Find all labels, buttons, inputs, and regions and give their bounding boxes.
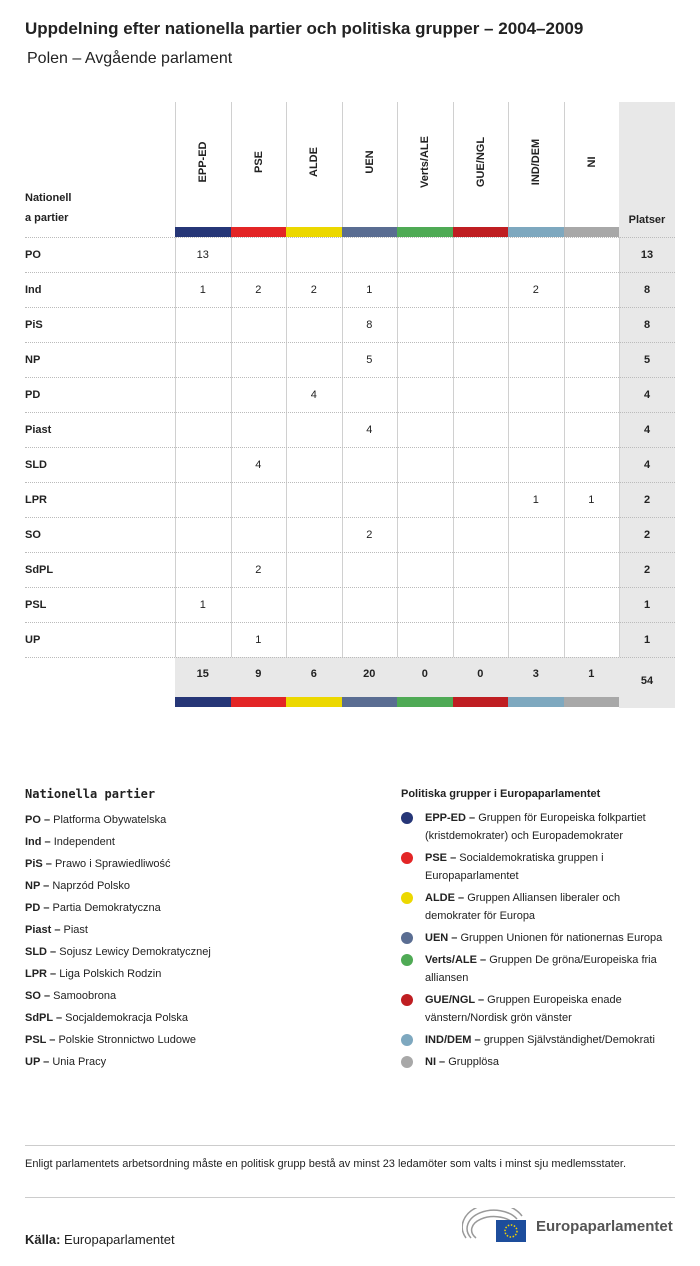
table-row [25, 482, 675, 517]
group-code: IND/DEM [530, 138, 543, 186]
group-color-bar-bottom [342, 697, 398, 707]
legend-text [425, 951, 671, 987]
group-color-dot [401, 954, 413, 966]
legend-abbr: PD – [25, 902, 50, 914]
row-total: 1 [643, 599, 651, 611]
header-line-2: a partier [25, 212, 69, 224]
party-code: SO [25, 529, 41, 541]
party-code: SdPL [25, 564, 54, 576]
row-total: 4 [643, 459, 651, 471]
legend-item [25, 1007, 211, 1029]
legend-abbr: SO – [25, 990, 51, 1002]
legend-name: gruppen Självständighet/Demokrati [483, 1034, 655, 1046]
seat-count: 1 [199, 599, 206, 611]
group-code: GUE/NGL [474, 136, 487, 188]
seats-header: Platser [628, 214, 666, 226]
table-row [25, 272, 675, 307]
seat-count: 2 [532, 284, 539, 296]
group-color-bar [508, 227, 564, 237]
legend-item [25, 941, 211, 963]
row-total: 4 [643, 389, 651, 401]
seat-count: 1 [588, 494, 595, 506]
seat-count: 4 [310, 389, 317, 401]
group-total: 15 [196, 668, 209, 680]
legend-item [25, 809, 211, 831]
legend-name: Gruppen Alliansen liberaler och demokrater för Europa [425, 892, 621, 922]
legend-name: Gruppen Unionen för nationernas Europa [460, 932, 663, 944]
source-label: Källa: [25, 1232, 61, 1247]
legend-name: Gruppen för Europeiska folkpartiet (kristdemokrater) och Europademokrater [425, 812, 646, 842]
group-color-dot [401, 1034, 413, 1046]
seat-count: 8 [366, 319, 373, 331]
row-total: 2 [643, 494, 651, 506]
legend-item [401, 951, 671, 987]
party-code: PO [25, 249, 41, 261]
group-color-bar [453, 227, 509, 237]
group-column-header [342, 102, 398, 237]
page-title: Uppdelning efter nationella partier och politiska grupper – 2004–2009 [25, 19, 584, 38]
group-color-bar [564, 227, 620, 237]
seat-count: 1 [366, 284, 373, 296]
table-row [25, 447, 675, 482]
legend-name: Gruppen De gröna/Europeiska fria alliansen [425, 954, 657, 984]
seat-count: 4 [366, 424, 373, 436]
group-legend-title: Politiska grupper i Europaparlamentet [401, 788, 601, 800]
seat-count: 1 [255, 634, 262, 646]
party-code: Piast [25, 424, 52, 436]
party-code: PSL [25, 599, 47, 611]
legend-text [425, 809, 671, 845]
legend-abbr: Ind – [25, 836, 51, 848]
legend-name: Socialdemokratiska gruppen i Europaparlamentet [425, 852, 604, 882]
page-subtitle: Polen – Avgående parlament [27, 50, 233, 67]
group-total: 0 [477, 668, 484, 680]
legend-text [425, 1031, 655, 1049]
footnote: Enligt parlamentets arbetsordning måste en politisk grupp bestå av minst 23 ledamöter som valts i minst sju medlemsstater. [25, 1145, 675, 1198]
legend-name: Socjaldemokracja Polska [65, 1012, 189, 1024]
table-row [25, 517, 675, 552]
group-color-bar-bottom [286, 697, 342, 707]
group-color-dot [401, 852, 413, 864]
legend-name: Naprzód Polsko [52, 880, 130, 892]
legend-item [401, 889, 671, 925]
legend-item [401, 991, 671, 1027]
party-code: Ind [25, 284, 42, 296]
group-color-bar-bottom [231, 697, 287, 707]
group-color-dot [401, 812, 413, 824]
table-row [25, 307, 675, 342]
seat-count: 5 [366, 354, 373, 366]
party-code: NP [25, 354, 41, 366]
group-column-header [453, 102, 509, 237]
legend-name: Partia Demokratyczna [52, 902, 161, 914]
header-line-1: Nationell [25, 192, 72, 204]
legend-text [425, 1053, 499, 1071]
seat-count: 1 [532, 494, 539, 506]
logo-text: Europaparlamentet [536, 1217, 673, 1235]
legend-abbr: PSL – [25, 1034, 56, 1046]
group-color-bar [231, 227, 287, 237]
row-total: 8 [643, 284, 651, 296]
legend-text [425, 929, 662, 947]
row-total: 8 [643, 319, 651, 331]
legend-item [25, 963, 211, 985]
table-row [25, 377, 675, 412]
group-code: Verts/ALE [419, 136, 432, 188]
group-column-header [231, 102, 287, 237]
legend-abbr: ALDE – [425, 892, 465, 904]
group-color-dot [401, 892, 413, 904]
table-row [25, 412, 675, 447]
legend-abbr: UEN – [425, 932, 458, 944]
grand-total: 54 [640, 675, 654, 687]
party-code: PiS [25, 319, 43, 331]
group-color-bar [342, 227, 398, 237]
group-color-bar-bottom [564, 697, 620, 707]
row-total: 1 [643, 634, 651, 646]
party-code: UP [25, 634, 41, 646]
legend-abbr: EPP-ED – [425, 812, 476, 824]
totals-divider [25, 657, 675, 658]
group-code: ALDE [308, 147, 321, 177]
legend-item [25, 853, 211, 875]
legend-name: Independent [53, 836, 115, 848]
group-color-dot [401, 932, 413, 944]
group-color-bar-bottom [508, 697, 564, 707]
group-color-dot [401, 994, 413, 1006]
legend-abbr: Verts/ALE – [425, 954, 487, 966]
legend-text [425, 849, 671, 885]
national-legend [25, 783, 211, 1073]
group-column-header [175, 102, 231, 237]
table-row [25, 622, 675, 657]
legend-abbr: IND/DEM – [425, 1034, 481, 1046]
party-code: SLD [25, 459, 47, 471]
legend-name: Samoobrona [53, 990, 117, 1002]
legend-abbr: UP – [25, 1056, 50, 1068]
row-total: 13 [640, 249, 654, 261]
ep-logo [462, 1208, 673, 1244]
seat-count: 13 [196, 249, 209, 261]
group-color-bar-bottom [175, 697, 231, 707]
party-code: PD [25, 389, 41, 401]
party-code: LPR [25, 494, 47, 506]
legend-name: Polskie Stronnictwo Ludowe [58, 1034, 197, 1046]
legend-text [425, 889, 671, 925]
legend-abbr: PSE – [425, 852, 457, 864]
legend-name: Piast [63, 924, 88, 936]
group-color-dot [401, 1056, 413, 1068]
legend-name: Gruppen Europeiska enade vänstern/Nordisk grön vänster [425, 994, 622, 1024]
legend-item [25, 919, 211, 941]
group-color-bar-bottom [453, 697, 509, 707]
group-color-bar [397, 227, 453, 237]
legend-abbr: SLD – [25, 946, 57, 958]
legend-abbr: Piast – [25, 924, 61, 936]
legend-item [25, 985, 211, 1007]
seat-count: 1 [199, 284, 206, 296]
legend-item [401, 1031, 671, 1049]
legend-item [401, 809, 671, 845]
legend-name: Liga Polskich Rodzin [59, 968, 162, 980]
legend-item [25, 831, 211, 853]
group-color-bar-bottom [397, 697, 453, 707]
legend-abbr: GUE/NGL – [425, 994, 485, 1006]
legend-item [401, 849, 671, 885]
legend-name: Unia Pracy [52, 1056, 107, 1068]
legend-abbr: LPR – [25, 968, 57, 980]
legend-abbr: NI – [425, 1056, 446, 1068]
table-row [25, 342, 675, 377]
group-code: UEN [363, 150, 376, 174]
legend-item [401, 929, 671, 947]
group-column-header [564, 102, 620, 237]
source-name: Europaparlamentet [64, 1232, 175, 1247]
legend-text [425, 991, 671, 1027]
group-total: 20 [363, 668, 376, 680]
legend-item [25, 897, 211, 919]
national-legend-title: Nationella partier [25, 787, 156, 801]
seat-count: 2 [255, 284, 262, 296]
legend-abbr: NP – [25, 880, 50, 892]
group-code: PSE [252, 150, 265, 174]
legend-item [25, 875, 211, 897]
seat-count: 4 [255, 459, 262, 471]
legend-name: Platforma Obywatelska [53, 814, 167, 826]
hemicycle-flag-icon [462, 1208, 530, 1244]
group-column-header [286, 102, 342, 237]
group-column-header [397, 102, 453, 237]
table-row [25, 237, 675, 272]
group-total: 1 [588, 668, 595, 680]
seat-count: 2 [310, 284, 317, 296]
group-total: 0 [421, 668, 428, 680]
row-total: 2 [643, 564, 651, 576]
group-total: 9 [255, 668, 262, 680]
national-parties-header [25, 188, 71, 228]
row-total: 5 [643, 354, 651, 366]
legend-abbr: SdPL – [25, 1012, 63, 1024]
group-color-bar [286, 227, 342, 237]
legend-name: Grupplösa [448, 1056, 500, 1068]
source [25, 1232, 175, 1247]
seat-count: 2 [366, 529, 373, 541]
group-code: EPP-ED [197, 141, 210, 183]
row-total: 2 [643, 529, 651, 541]
table-row [25, 587, 675, 622]
group-legend [401, 783, 671, 1075]
legend-name: Sojusz Lewicy Demokratycznej [59, 946, 211, 958]
seat-count: 2 [255, 564, 262, 576]
legend-name: Prawo i Sprawiedliwość [54, 858, 171, 870]
row-total: 4 [643, 424, 651, 436]
legend-item [25, 1051, 211, 1073]
table-row [25, 552, 675, 587]
legend-abbr: PiS – [25, 858, 52, 870]
legend-abbr: PO – [25, 814, 51, 826]
legend-item [25, 1029, 211, 1051]
group-color-bar [175, 227, 231, 237]
group-total: 6 [310, 668, 317, 680]
group-code: NI [585, 156, 598, 168]
group-column-header [508, 102, 564, 237]
legend-item [401, 1053, 671, 1071]
group-total: 3 [532, 668, 539, 680]
